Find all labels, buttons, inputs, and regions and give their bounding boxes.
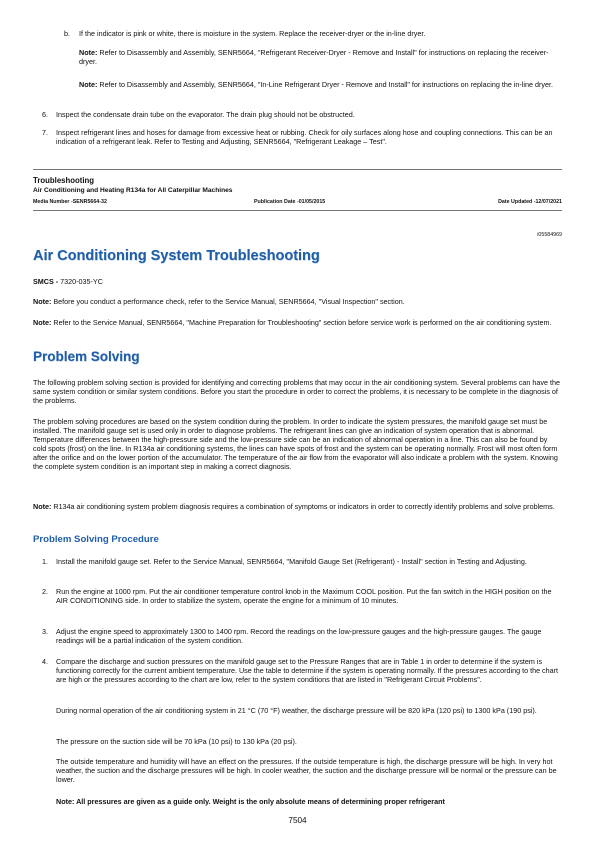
section-heading: Problem Solving <box>33 349 140 364</box>
paragraph-text: The problem solving procedures are based on the system condition during the problem. In order to indicate the system pressures, the manifold gauge set must be installed. The manifold gauge set is used only in order to diagnose problems. The refrigerant lines can give an indication of system operation that is abnormal. Temperature differences between the high-pressure side and the low-pressure side can be an indication of abnormal operation in a line. This can also be found by cold spots (frost) on the line. In R134a air conditioning systems, the lines can have spots of frost and the system can be operating normally. Frost will most often form after the orifice and on the lower portion of the accumulator. The temperature of the air flow from the evaporator will also indicate a problem with the system. Knowing the complete system condition is an important step in making a correct diagnosis. <box>33 417 558 472</box>
procedure-step-1 <box>42 557 560 566</box>
list-item-text: Inspect refrigerant lines and hoses for damage from excessive heat or rubbing. Check for oily surfaces along hose and coupling connections. This can be an indication of a refrigerant leak. Refer to Testing and Adjusting, SENR5664, "Refrigerant Leakage – Test". <box>56 128 553 147</box>
note-label: Note: <box>79 48 98 57</box>
note-text: R134a air conditioning system problem diagnosis requires a combination of symptoms or indicators in order to correctly identify problems and solve problems. <box>51 502 555 511</box>
smcs-value: 7320-035-YC <box>58 277 103 286</box>
media-number: Media Number -SENR5664-32 <box>33 199 107 205</box>
procedure-step-4 <box>42 657 560 684</box>
paragraph <box>33 417 562 472</box>
note-label: Note: <box>33 502 52 511</box>
step-4-paragraph <box>56 706 560 715</box>
step-number: 2. <box>42 587 48 596</box>
procedure-step-3 <box>42 627 560 645</box>
step-4-note <box>56 797 560 806</box>
divider <box>33 210 562 211</box>
paragraph-text: The outside temperature and humidity will have an effect on the pressures. If the outside temperature is high, the discharge pressure will be high. In very hot weather, the suction and the discharge pressures will be high. In cooler weather, the suction and the discharge pressure will be normal or the pressure can be lower. <box>56 757 557 785</box>
paragraph-text: The following problem solving section is provided for identifying and correcting problems that may occur in the air conditioning system. Several problems can have the same system condition or similar system conditions. Before you start the procedure in order to correct the problems, it is necessary to be complete in the diagnosis of the problems. <box>33 378 560 406</box>
note-text: Refer to the Service Manual, SENR5664, "Machine Preparation for Troubleshooting" section before service work is performed on the air conditioning system. <box>51 318 552 327</box>
step-4-paragraph <box>56 737 560 746</box>
doc-type-title: Troubleshooting <box>33 176 95 185</box>
note-machine-preparation <box>33 318 562 327</box>
section-heading: Air Conditioning System Troubleshooting <box>33 248 320 264</box>
divider <box>33 169 562 170</box>
publication-date: Publication Date -01/05/2015 <box>254 199 326 205</box>
note-label: Note: <box>33 297 52 306</box>
step-number: 1. <box>42 557 48 566</box>
step-number: 4. <box>42 657 48 666</box>
list-item-7 <box>42 128 560 146</box>
note-receiver-dryer <box>79 48 554 66</box>
step-text: Adjust the engine speed to approximately 1300 to 1400 rpm. Record the readings on the low-pressure gauges and the high-pressure gauges. The gauge readings will be a partial indication of the system condition. <box>56 627 542 646</box>
step-number: 3. <box>42 627 48 636</box>
document-id: i05584969 <box>537 232 562 238</box>
paragraph <box>33 378 562 405</box>
subsection-heading: Problem Solving Procedure <box>33 534 159 545</box>
list-item-text: If the indicator is pink or white, there is moisture in the system. Replace the receiver-dryer or the in-line dryer. <box>79 29 426 38</box>
smcs-label: SMCS - <box>33 277 59 286</box>
note-text: Refer to Disassembly and Assembly, SENR5664, "In-Line Refrigerant Dryer - Remove and Install" for instructions on replacing the in-line dryer. <box>97 80 553 89</box>
doc-subtitle: Air Conditioning and Heating R134a for All Caterpillar Machines <box>33 187 233 194</box>
date-updated: Date Updated -12/07/2021 <box>498 199 562 205</box>
list-marker: b. <box>64 29 70 38</box>
note-text: Note: All pressures are given as a guide only. Weight is the only absolute means of determining proper refrigerant <box>56 797 445 806</box>
note-label: Note: <box>79 80 98 89</box>
note-label: Note: <box>33 318 52 327</box>
step-4-paragraph <box>56 757 560 784</box>
smcs-code <box>33 277 103 286</box>
note-visual-inspection <box>33 297 562 306</box>
note-text: Before you conduct a performance check, refer to the Service Manual, SENR5664, "Visual Inspection" section. <box>51 297 405 306</box>
list-item-b <box>64 29 554 38</box>
procedure-step-2 <box>42 587 560 605</box>
list-item-6 <box>42 110 560 119</box>
list-number: 6. <box>42 110 48 119</box>
paragraph-text: The pressure on the suction side will be 70 kPa (10 psi) to 130 kPa (20 psi). <box>56 737 297 746</box>
page-number: 7504 <box>288 816 307 825</box>
step-text: Run the engine at 1000 rpm. Put the air conditioner temperature control knob in the Maximum COOL position. Put the fan switch in the HIGH position on the AIR CONDITIONING side. In order to stabilize the system, operate the engine for a minimum of 10 minutes. <box>56 587 552 606</box>
note-inline-dryer <box>79 80 554 89</box>
step-text: Install the manifold gauge set. Refer to the Service Manual, SENR5664, "Manifold Gauge Set (Refrigerant) - Install" section in Testing and Adjusting. <box>56 557 527 566</box>
list-item-text: Inspect the condensate drain tube on the evaporator. The drain plug should not be obstructed. <box>56 110 355 119</box>
note-text: Refer to Disassembly and Assembly, SENR5664, "Refrigerant Receiver-Dryer - Remove and Install" for instructions on replacing the receiver-dryer. <box>79 48 549 67</box>
list-number: 7. <box>42 128 48 137</box>
step-text: Compare the discharge and suction pressures on the manifold gauge set to the Pressure Ranges that are in Table 1 in order to determine if the system is functioning correctly for the current ambient temperature. Use the table to determine if the system is operating normally. If the pressures according to the chart are high or the pressures according to the chart are low, refer to the system conditions that are listed in "Refrigerant Circuit Problems". <box>56 657 559 685</box>
paragraph-text: During normal operation of the air conditioning system in 21 °C (70 °F) weather, the discharge pressure will be 820 kPa (120 psi) to 1300 kPa (190 psi). <box>56 706 537 715</box>
note-diagnosis <box>33 502 562 511</box>
